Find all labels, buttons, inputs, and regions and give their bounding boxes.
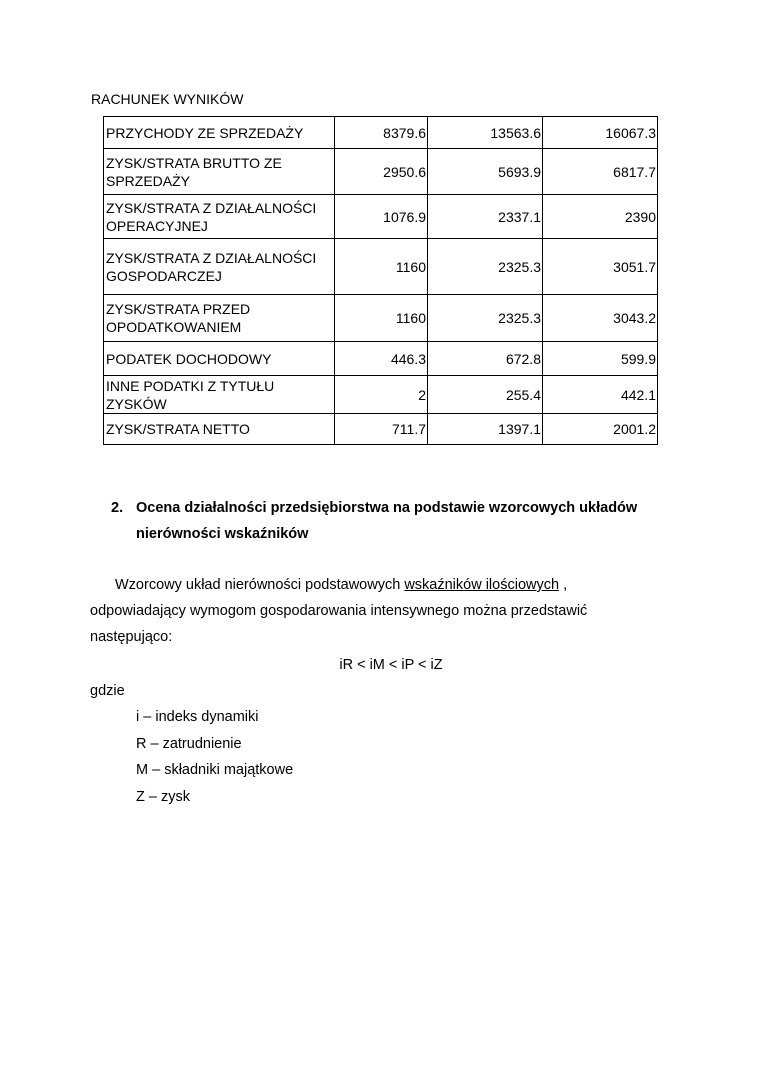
value-cell: 1076.9	[335, 195, 428, 239]
row-label: INNE PODATKI Z TYTUŁU ZYSKÓW	[104, 376, 335, 414]
definition-item: i – indeks dynamiki	[136, 709, 259, 725]
row-label: ZYSK/STRATA PRZED OPODATKOWANIEM	[104, 295, 335, 342]
income-statement-table	[103, 116, 658, 445]
table-row	[104, 376, 658, 414]
table-row	[104, 117, 658, 149]
paragraph-line2: odpowiadający wymogom gospodarowania intensywnego można przedstawić	[90, 603, 588, 619]
value-cell: 1160	[335, 239, 428, 295]
paragraph-text: Wzorcowy układ nierówności podstawowych	[115, 577, 405, 593]
value-cell: 446.3	[335, 342, 428, 376]
value-cell: 8379.6	[335, 117, 428, 149]
table-title: RACHUNEK WYNIKÓW	[91, 91, 244, 107]
paragraph-line3: następująco:	[90, 629, 173, 645]
row-label: ZYSK/STRATA Z DZIAŁALNOŚCI GOSPODARCZEJ	[104, 239, 335, 295]
table-row	[104, 342, 658, 376]
row-label: ZYSK/STRATA BRUTTO ZE SPRZEDAŻY	[104, 149, 335, 195]
row-label: ZYSK/STRATA Z DZIAŁALNOŚCI OPERACYJNEJ	[104, 195, 335, 239]
value-cell: 2337.1	[428, 195, 543, 239]
definition-item: Z – zysk	[136, 788, 190, 805]
value-cell: 672.8	[428, 342, 543, 376]
value-cell: 6817.7	[543, 149, 658, 195]
value-cell: 255.4	[428, 376, 543, 414]
value-cell: 3051.7	[543, 239, 658, 295]
value-cell: 13563.6	[428, 117, 543, 149]
section-heading	[111, 495, 637, 547]
value-cell: 16067.3	[543, 117, 658, 149]
value-cell: 2390	[543, 195, 658, 239]
table-row	[104, 414, 658, 445]
row-label: ZYSK/STRATA NETTO	[104, 414, 335, 445]
value-cell: 2325.3	[428, 295, 543, 342]
value-cell: 2950.6	[335, 149, 428, 195]
paragraph-line1	[90, 572, 690, 598]
definition-item: M – składniki majątkowe	[136, 762, 294, 778]
section-heading-line2: nierówności wskaźników	[136, 526, 309, 542]
value-cell: 711.7	[335, 414, 428, 445]
value-cell: 3043.2	[543, 295, 658, 342]
value-cell: 599.9	[543, 342, 658, 376]
value-cell: 1397.1	[428, 414, 543, 445]
table-row	[104, 239, 658, 295]
value-cell: 2001.2	[543, 414, 658, 445]
table-row	[104, 295, 658, 342]
body-paragraph	[90, 572, 690, 650]
section-heading-line1	[111, 495, 637, 521]
value-cell: 442.1	[543, 376, 658, 414]
definition-item: R – zatrudnienie	[136, 735, 242, 752]
underlined-term-link[interactable]: wskaźników ilościowych	[404, 577, 560, 593]
section-heading-text: Ocena działalności przedsiębiorstwa na podstawie wzorcowych układów	[136, 500, 638, 516]
definitions-list	[136, 704, 293, 810]
where-label: gdzie	[90, 683, 125, 699]
value-cell: 2325.3	[428, 239, 543, 295]
paragraph-text: ,	[559, 577, 568, 593]
value-cell: 1160	[335, 295, 428, 342]
row-label: PRZYCHODY ZE SPRZEDAŻY	[104, 117, 335, 149]
table-row	[104, 149, 658, 195]
table-row	[104, 195, 658, 239]
inequality-formula: iR < iM < iP < iZ	[339, 657, 443, 673]
value-cell: 5693.9	[428, 149, 543, 195]
section-number: 2.	[111, 500, 124, 516]
value-cell: 2	[335, 376, 428, 414]
row-label: PODATEK DOCHODOWY	[104, 342, 335, 376]
